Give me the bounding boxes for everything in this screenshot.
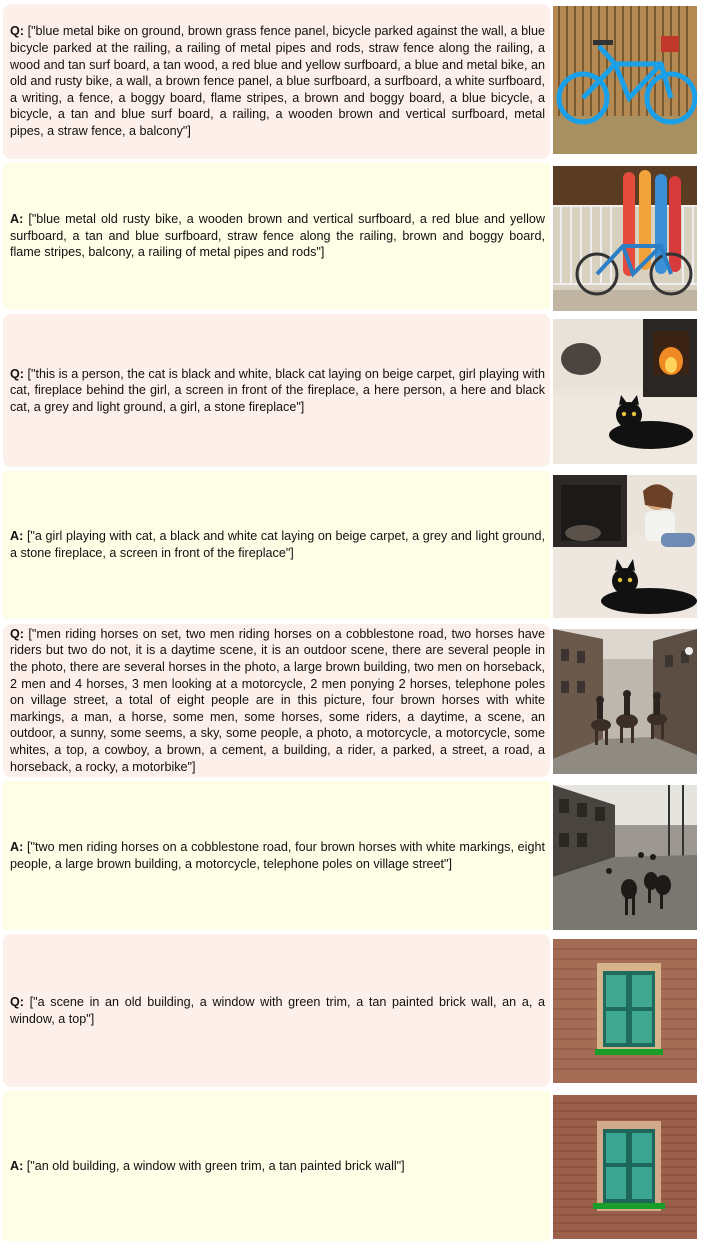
generated-image-window-question — [553, 939, 697, 1083]
answer-panel-bike — [3, 163, 550, 309]
generated-image-horses-answer — [553, 785, 697, 930]
question-text: Q: ["men riding horses on set, two men riding horses on a cobblestone road, two horses have riders but two do not, it is a daytime scene, it is an outdoor scene, there are several people in the photo, there are several horses in the photo, a large brown building, two men on horseback, 2 men and 4 horses, 3 men looking at a motorcycle, 2 men ponying 2 horses, telephone poles on village street, a total of eight people are in this picture, four brown horses with white markings, a man, a horse, some men, some horses, some riders, a daytime, a scene, an outdoor, a sunny, some seems, a sky, some people, a photo, a motorcycle, a motorcycle, some whites, a top, a cowboy, a brown, a cement, a building, a rider, a parked, a street, a road, a horseback, a rocky, a motorbike"] — [10, 626, 546, 774]
question-panel-bike — [3, 4, 550, 159]
answer-text: A: ["blue metal old rusty bike, a wooden brown and vertical surfboard, a red blue and yellow surfboard, a tan and blue surfboard, straw fence along the railing, brown and boggy board, flame stripes, balcony, a railing of metal pipes and rods"] — [10, 212, 546, 260]
question-panel-window — [3, 934, 550, 1087]
answer-text: A: ["an old building, a window with green trim, a tan painted brick wall"] — [10, 1158, 405, 1173]
generated-image-window-answer — [553, 1095, 697, 1239]
question-text: Q: ["blue metal bike on ground, brown grass fence panel, bicycle parked against the wall, a blue bicycle parked at the railing, a railing of metal pipes and rods, straw fence along the railing, a wood and tan surf board, a tan wood, a red blue and yellow surfboard, a blue and metal bike, an old and rusty bike, a wall, a brown fence panel, a blue surfboard, a surfboard, a white surfboard, a writing, a fence, a boggy board, flame stripes, a brown and boggy board, a blue bicycle, a bicycle, a tan and blue surf board, a railing, a wooden brown and vertical surfboard, metal pipes, a straw fence, a balcony"] — [10, 24, 545, 138]
question-text: Q: ["a scene in an old building, a window with green trim, a tan painted brick wall, an a, a window, a top"] — [10, 994, 545, 1026]
generated-image-bike-answer — [553, 166, 697, 311]
answer-text: A: ["a girl playing with cat, a black and white cat laying on beige carpet, a grey and light ground, a stone fireplace, a screen in front of the fireplace"] — [10, 529, 545, 560]
answer-panel-cat — [3, 471, 550, 619]
question-text: Q: ["this is a person, the cat is black and white, black cat laying on beige carpet, girl playing with cat, fireplace behind the girl, a screen in front of the fireplace, a here person, a here and black cat, a grey and light ground, a girl, a stone fireplace"] — [10, 366, 545, 414]
answer-text: A: ["two men riding horses on a cobblestone road, four brown horses with white markings, eight people, a large brown building, a motorcycle, telephone poles on village street"] — [10, 839, 545, 871]
generated-image-cat-answer — [553, 475, 697, 618]
generated-image-horses-question — [553, 629, 697, 774]
generated-image-cat-question — [553, 319, 697, 464]
answer-panel-window — [3, 1091, 550, 1241]
question-panel-cat — [3, 314, 550, 467]
answer-panel-horses — [3, 781, 550, 930]
question-panel-horses — [3, 624, 550, 777]
generated-image-bike-question — [553, 6, 697, 154]
